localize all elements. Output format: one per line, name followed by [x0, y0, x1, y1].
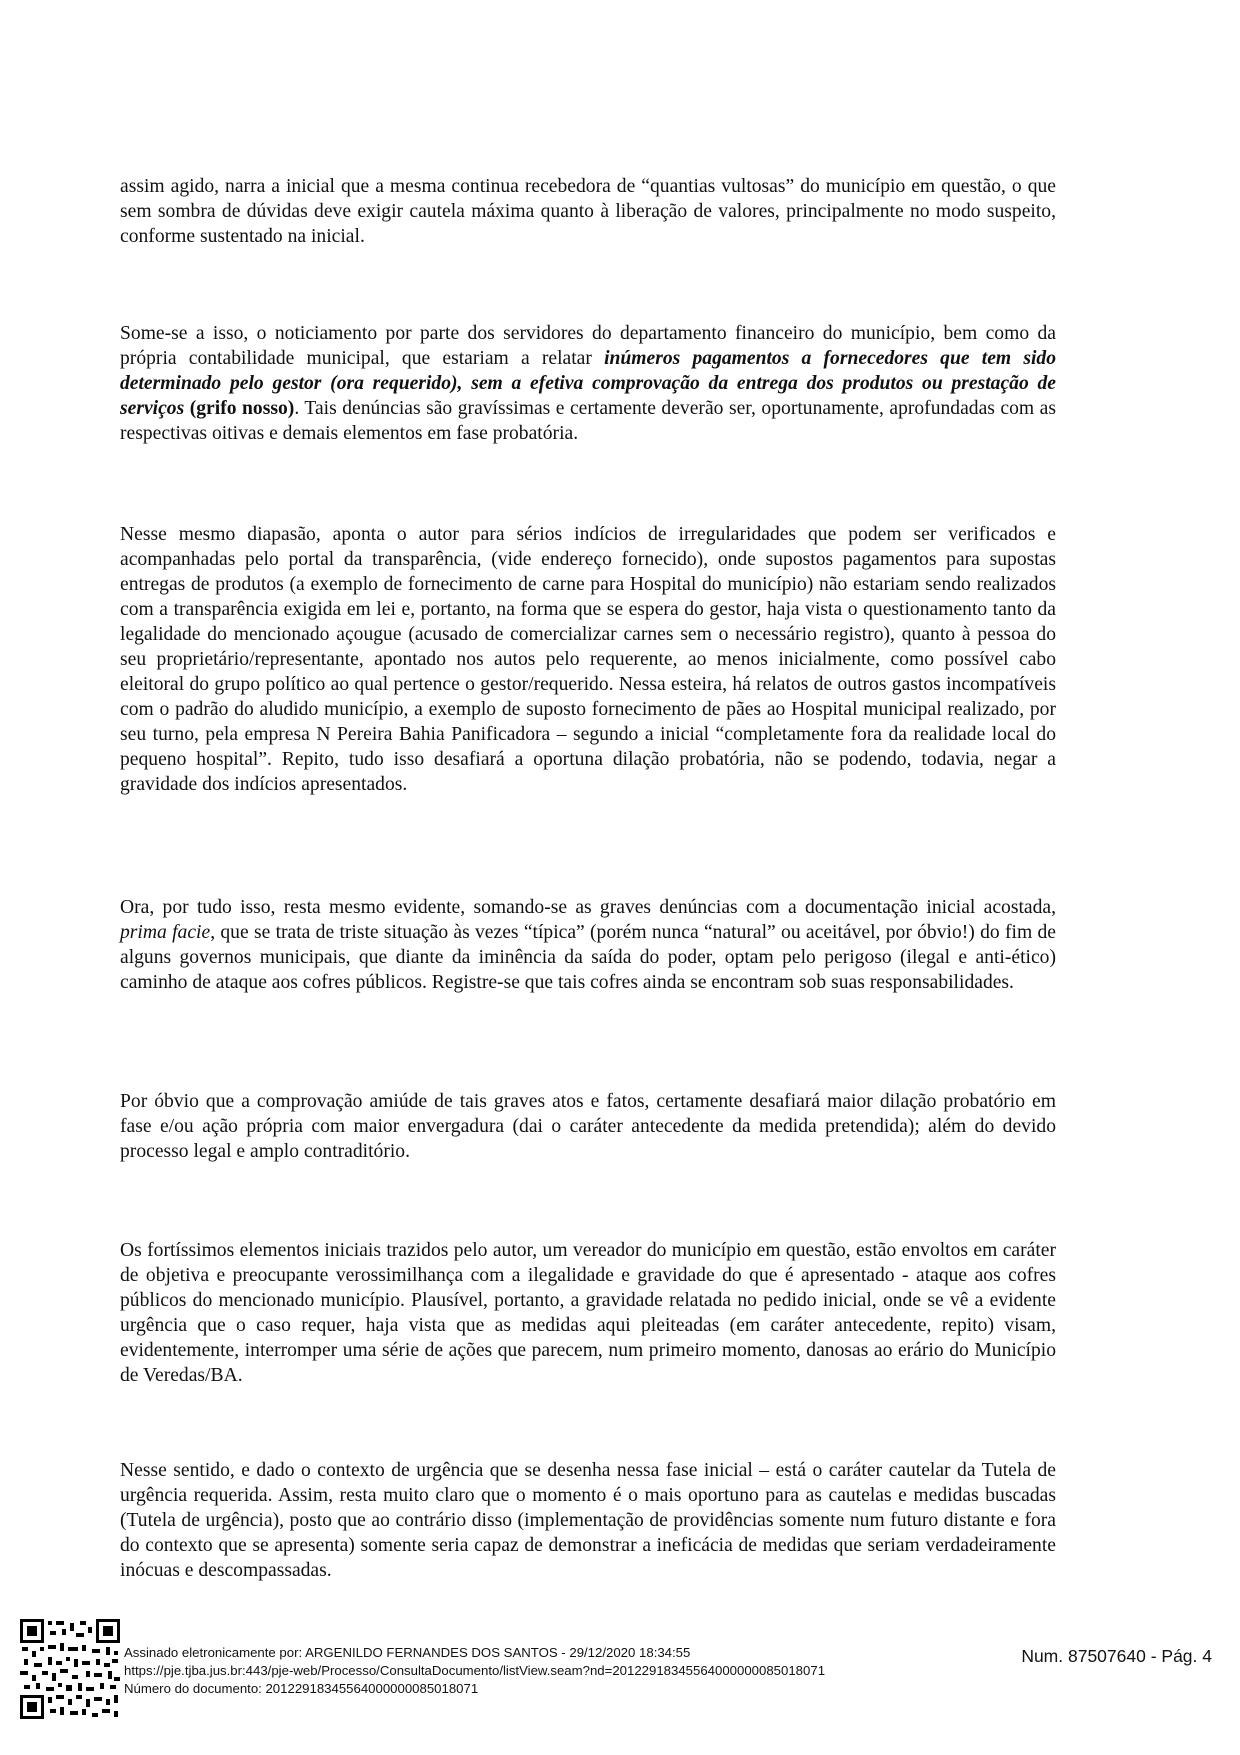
paragraph-3-text: Nesse mesmo diapasão, aponta o autor para sérios indícios de irregularidades que podem ser verificados e acompanhadas pelo portal da transparência, (vide endereço fornecido), onde supostos pagamentos para supostas entregas de produtos (a exemplo de fornecimento de carne para Hospital do município) não estariam sendo realizados com a transparência exigida em lei e, portanto, na forma que se espera do gestor, haja vista o questionamento tanto da legalidade do mencionado açougue (acusado de comercializar carnes sem o necessário registro), quanto à pessoa do seu proprietário/representante, apontado nos autos pelo requerente, ao menos inicialmente, como possível cabo eleitoral do grupo político ao qual pertence o gestor/requerido. Nessa esteira, há relatos de outros gastos incompatíveis com o padrão do aludido município, a exemplo de suposto fornecimento de pães ao Hospital municipal realizado, por seu turno, pela empresa N Pereira Bahia Panificadora – segundo a inicial “completamente fora da realidade local do pequeno hospital”. Repito, tudo isso desafiará a oportuna dilação probatória, não se podendo, todavia, negar a gravidade dos indícios apresentados. — [120, 524, 1056, 795]
document-url[interactable]: https://pje.tjba.jus.br:443/pje-web/Processo/ConsultaDocumento/listView.seam?nd=20122918345564000000085018071 — [124, 1663, 826, 1678]
paragraph-2-emphasis: inúmeros pagamentos a fornecedores que tem sido determinado pelo gestor (ora requerido), sem a efetiva comprovação da entrega dos produtos ou prestação de serviços — [120, 348, 1056, 419]
paragraph-5-text: Por óbvio que a comprovação amiúde de tais graves atos e fatos, certamente desafiará maior dilação probatório em fase e/ou ação própria com maior envergadura (dai o caráter antecedente da medida pretendida); além do devido processo legal e amplo contraditório. — [120, 1091, 1056, 1162]
paragraph-6 — [120, 1238, 1056, 1388]
paragraph-1 — [120, 174, 1056, 249]
paragraph-6-text: Os fortíssimos elementos iniciais trazidos pelo autor, um vereador do município em questão, estão envoltos em caráter de objetiva e preocupante verossimilhança com a ilegalidade e gravidade do que é apresentado - ataque aos cofres públicos do mencionado município. Plausível, portanto, a gravidade relatada no pedido inicial, onde se vê a evidente urgência que o caso requer, haja vista que as medidas aqui pleiteadas (em caráter antecedente, repito) visam, evidentemente, interromper uma série de ações que parecem, num primeiro momento, danosas ao erário do Município de Veredas/BA. — [120, 1240, 1056, 1386]
paragraph-3 — [120, 522, 1056, 797]
signed-by-text: Assinado eletronicamente por: ARGENILDO FERNANDES DOS SANTOS - 29/12/2020 18:34:55 — [124, 1645, 691, 1660]
paragraph-7-text: Nesse sentido, e dado o contexto de urgência que se desenha nessa fase inicial – está o caráter cautelar da Tutela de urgência requerida. Assim, resta muito claro que o momento é o mais oportuno para as cautelas e medidas buscadas (Tutela de urgência), posto que ao contrário disso (implementação de providências somente num futuro distante e fora do contexto que se apresenta) somente seria capaz de demonstrar a ineficácia de medidas que seriam verdadeiramente inócuas e descompassadas. — [120, 1460, 1056, 1581]
paragraph-2-text-a: Some-se a isso, o noticiamento por parte dos servidores do departamento financeiro do município, bem como da própria contabilidade municipal, que estariam a relatar — [120, 323, 1056, 369]
paragraph-2 — [120, 321, 1056, 446]
paragraph-4-text-b: , que se trata de triste situação às vezes “típica” (porém nunca “natural” ou aceitável, por óbvio!) do fim de alguns governos municipais, que diante da iminência da saída do poder, optam pelo perigoso (ilegal e anti-ético) caminho de ataque aos cofres públicos. Registre-se que tais cofres ainda se encontram sob suas responsabilidades. — [120, 922, 1056, 993]
paragraph-4 — [120, 895, 1056, 995]
paragraph-2-grifo: (grifo nosso) — [189, 398, 295, 419]
paragraph-7 — [120, 1458, 1056, 1583]
paragraph-2-text-b: . Tais denúncias são gravíssimas e certamente deverão ser, oportunamente, aprofundadas com as respectivas oitivas e demais elementos em fase probatória. — [120, 398, 1056, 444]
paragraph-4-text-a: Ora, por tudo isso, resta mesmo evidente, somando-se as graves denúncias com a documentação inicial acostada, — [120, 897, 1056, 918]
paragraph-4-italic: prima facie — [120, 922, 211, 943]
qr-code-icon — [20, 1619, 120, 1719]
page-number: Num. 87507640 - Pág. 4 — [1021, 1646, 1212, 1666]
paragraph-1-text: assim agido, narra a inicial que a mesma continua recebedora de “quantias vultosas” do município em questão, o que sem sombra de dúvidas deve exigir cautela máxima quanto à liberação de valores, principalmente no modo suspeito, conforme sustentado na inicial. — [120, 176, 1056, 247]
document-number: Número do documento: 20122918345564000000085018071 — [124, 1681, 479, 1696]
signature-block — [124, 1644, 825, 1698]
paragraph-5 — [120, 1089, 1056, 1164]
